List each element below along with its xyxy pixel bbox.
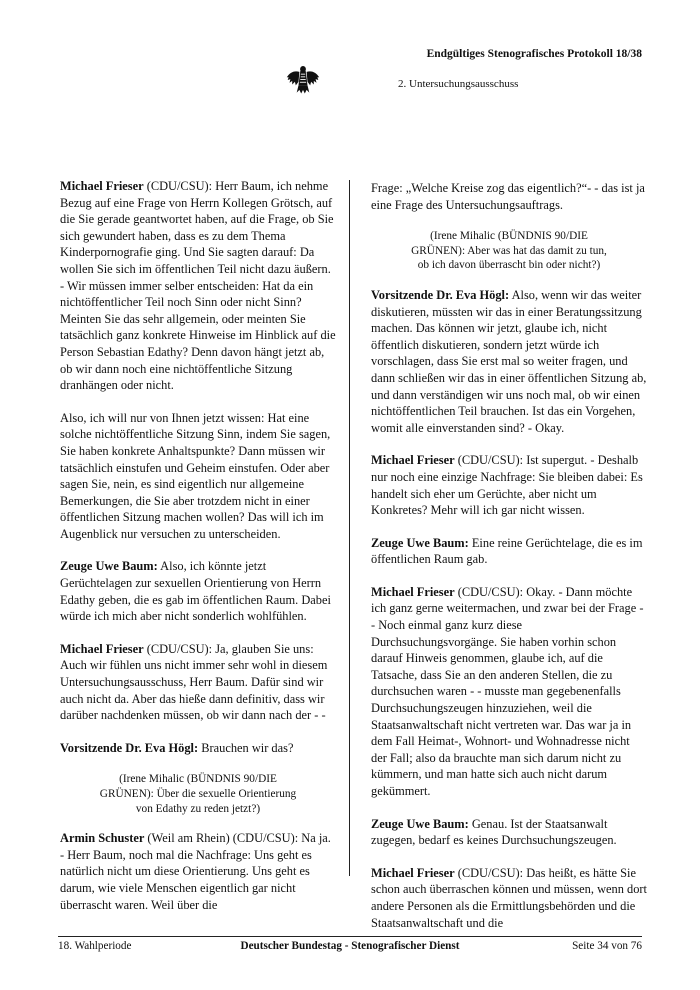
right-column	[371, 180, 647, 947]
speaker-affiliation: (CDU/CSU):	[454, 865, 527, 880]
committee-name: 2. Untersuchungsausschuss	[398, 78, 519, 90]
speech-paragraph	[60, 740, 336, 757]
interjection: (Irene Mihalic (BÜNDNIS 90/DIE GRÜNEN): Aber was hat das damit zu tun, ob ich davon überrascht bin oder nicht?)	[411, 230, 607, 272]
speaker-name: Zeuge Uwe Baum:	[371, 535, 469, 550]
left-column	[60, 178, 336, 929]
speaker-name: Zeuge Uwe Baum:	[60, 559, 158, 574]
speech-text: Herr Baum, ich nehme Bezug auf eine Frage von Herrn Kollegen Grötsch, auf die Sie gerade geantwortet haben, auf die Frage, ob Sie sich gewundert haben, dass es zu dem Thema Kinderpornografie ging. Und Sie sagten darauf: Da wollen Sie sich im öffentlichen Teil nicht dazu äußern. - Wir müssen immer selber entscheiden: Hat da ein nichtöffentlicher Teil noch Sinn oder nicht Sinn? Meinten Sie das sehr allgemein, oder meinten Sie tatsächlich ganz konkrete Hinweise im Hinblick auf die Person Sebastian Edathy? Denn davon hängt jetzt ab, ob wir dann noch eine nichtöffentliche Sitzung dranhängen oder nicht.	[60, 179, 336, 393]
speech-text: Na ja. - Herr Baum, noch mal die Nachfrage: Uns geht es natürlich nicht um diese Orientierung. Uns geht es darum, wie viele Menschen eigentlich gar nicht überrascht waren. Weil über die	[60, 831, 331, 912]
speaker-affiliation: (CDU/CSU):	[454, 453, 527, 468]
speaker-name: Vorsitzende Dr. Eva Högl:	[371, 287, 510, 302]
speaker-affiliation: (CDU/CSU):	[143, 179, 216, 193]
speech-paragraph	[371, 816, 647, 849]
speaker-name: Michael Frieser	[371, 453, 455, 468]
speech-text: Ja, glauben Sie uns: Auch wir fühlen uns nicht immer sehr wohl in diesem Untersuchungsausschuss, Herr Baum. Dafür sind wir auch nicht da. Aber das hieße dann definitiv, dass wir darüber nachdenken müssen, ob wir dann nach der - -	[60, 641, 328, 723]
speech-text: Also, ich könnte jetzt Gerüchtelagen zur sexuellen Orientierung von Herrn Edathy geben, die es gab im öffentlichen Raum. Dabei würde ich mich aber nicht sonderlich wohlfühlen.	[60, 559, 331, 624]
speech-text: Frage: „Welche Kreise zog das eigentlich?“- - das ist ja eine Frage des Untersuchungsauftrags.	[371, 181, 645, 212]
speaker-name: Vorsitzende Dr. Eva Högl:	[60, 740, 199, 755]
speaker-name: Armin Schuster	[60, 831, 145, 846]
speech-paragraph	[60, 830, 336, 913]
speech-paragraph	[371, 287, 647, 436]
speech-text: Eine reine Gerüchtelage, die es im öffentlichen Raum gab.	[371, 535, 643, 567]
speech-text: Also, ich will nur von Ihnen jetzt wissen: Hat eine solche nichtöffentliche Sitzung Sinn, indem Sie sagen, Sie haben konkrete Anhaltspunkte? Dann müssen wir tatsächlich einstufen und Geheim einstufen. Oder aber sagen Sie, nein, es sind eigentlich nur allgemeine Bemerkungen, die Sie aber trotzdem nicht in einer öffentlichen Sitzung machen wollen? Das will ich im Augenblick nur versuchen zu unterscheiden.	[60, 410, 331, 541]
speech-text: Ist supergut. - Deshalb nur noch eine einzige Nachfrage: Sie bleiben dabei: Es handelt sich eher um Gerüchte, aber nicht um Konkretes? Mehr will ich gar nicht wissen.	[371, 453, 643, 518]
speech-paragraph	[371, 584, 647, 800]
speech-paragraph	[60, 410, 336, 543]
speech-paragraph	[371, 180, 647, 213]
footer-page-number: Seite 34 von 76	[572, 940, 642, 952]
speech-paragraph	[60, 641, 336, 724]
footer-rule	[58, 936, 642, 937]
speech-paragraph	[371, 535, 647, 568]
protocol-title: Endgültiges Stenografisches Protokoll 18/38	[426, 48, 642, 60]
speaker-affiliation: (CDU/CSU):	[454, 584, 527, 599]
speech-text: Genau. Ist der Staatsanwalt zugegen, bedarf es keines Durchsuchungszeugen.	[371, 816, 617, 848]
column-divider	[349, 180, 350, 876]
bundestag-eagle-icon	[285, 62, 321, 98]
speaker-affiliation: (Weil am Rhein) (CDU/CSU):	[144, 831, 302, 846]
speaker-name: Michael Frieser	[371, 584, 455, 599]
speech-paragraph	[60, 178, 336, 394]
speaker-name: Michael Frieser	[60, 641, 144, 656]
speech-paragraph	[371, 452, 647, 518]
footer-legislative-period: 18. Wahlperiode	[58, 940, 132, 952]
speaker-name: Michael Frieser	[60, 179, 144, 193]
footer-publisher: Deutscher Bundestag - Stenografischer Dienst	[240, 940, 460, 952]
speaker-name: Zeuge Uwe Baum:	[371, 816, 469, 831]
speech-text: Also, wenn wir das weiter diskutieren, müssten wir das in einer Beratungssitzung machen. Das können wir jetzt, glaube ich, nicht öffentlich diskutieren, sondern jetzt würde ich vorschlagen, dass Sie erst mal so weiter fragen, und dann schließen wir das in einer öffentlichen Sitzung ab, und dann verständigen wir uns noch mal, ob wir einen nichtöffentlichen Teil brauchen. Ist das ein Vorgehen, womit alle einverstanden sind? - Okay.	[371, 287, 647, 435]
speaker-name: Michael Frieser	[371, 865, 455, 880]
speech-text: Okay. - Dann möchte ich ganz gerne weitermachen, und zwar bei der Frage - - Noch einmal ganz kurz diese Durchsuchungsvorgänge. Sie haben vorhin schon darauf Hinweis genommen, glaube ich, auf die Tatsache, dass Sie an den anderen Stellen, die zu durchsuchen waren - - musste man gegebenenfalls Durchsuchungszeugen hinzuziehen, weil die Staatsanwaltschaft nicht vertreten war. Das war ja in dem Fall Heimat-, Wohnort- und Wohnadresse nicht der Fall; also da brauchte man sich darum nicht zu kümmern, und man hatte sich auch nicht darum gekümmert.	[371, 584, 644, 798]
speech-text: Brauchen wir das?	[201, 740, 294, 755]
speaker-affiliation: (CDU/CSU):	[143, 641, 216, 656]
speech-paragraph	[371, 865, 647, 931]
speech-paragraph	[60, 558, 336, 624]
speech-text: Das heißt, es hätte Sie schon auch überraschen können und müssen, wenn dort andere Personen als die Ermittlungsbehörden und die Staatsanwaltschaft und die	[371, 865, 647, 930]
interjection: (Irene Mihalic (BÜNDNIS 90/DIE GRÜNEN): Über die sexuelle Orientierung von Edathy zu reden jetzt?)	[99, 773, 297, 815]
